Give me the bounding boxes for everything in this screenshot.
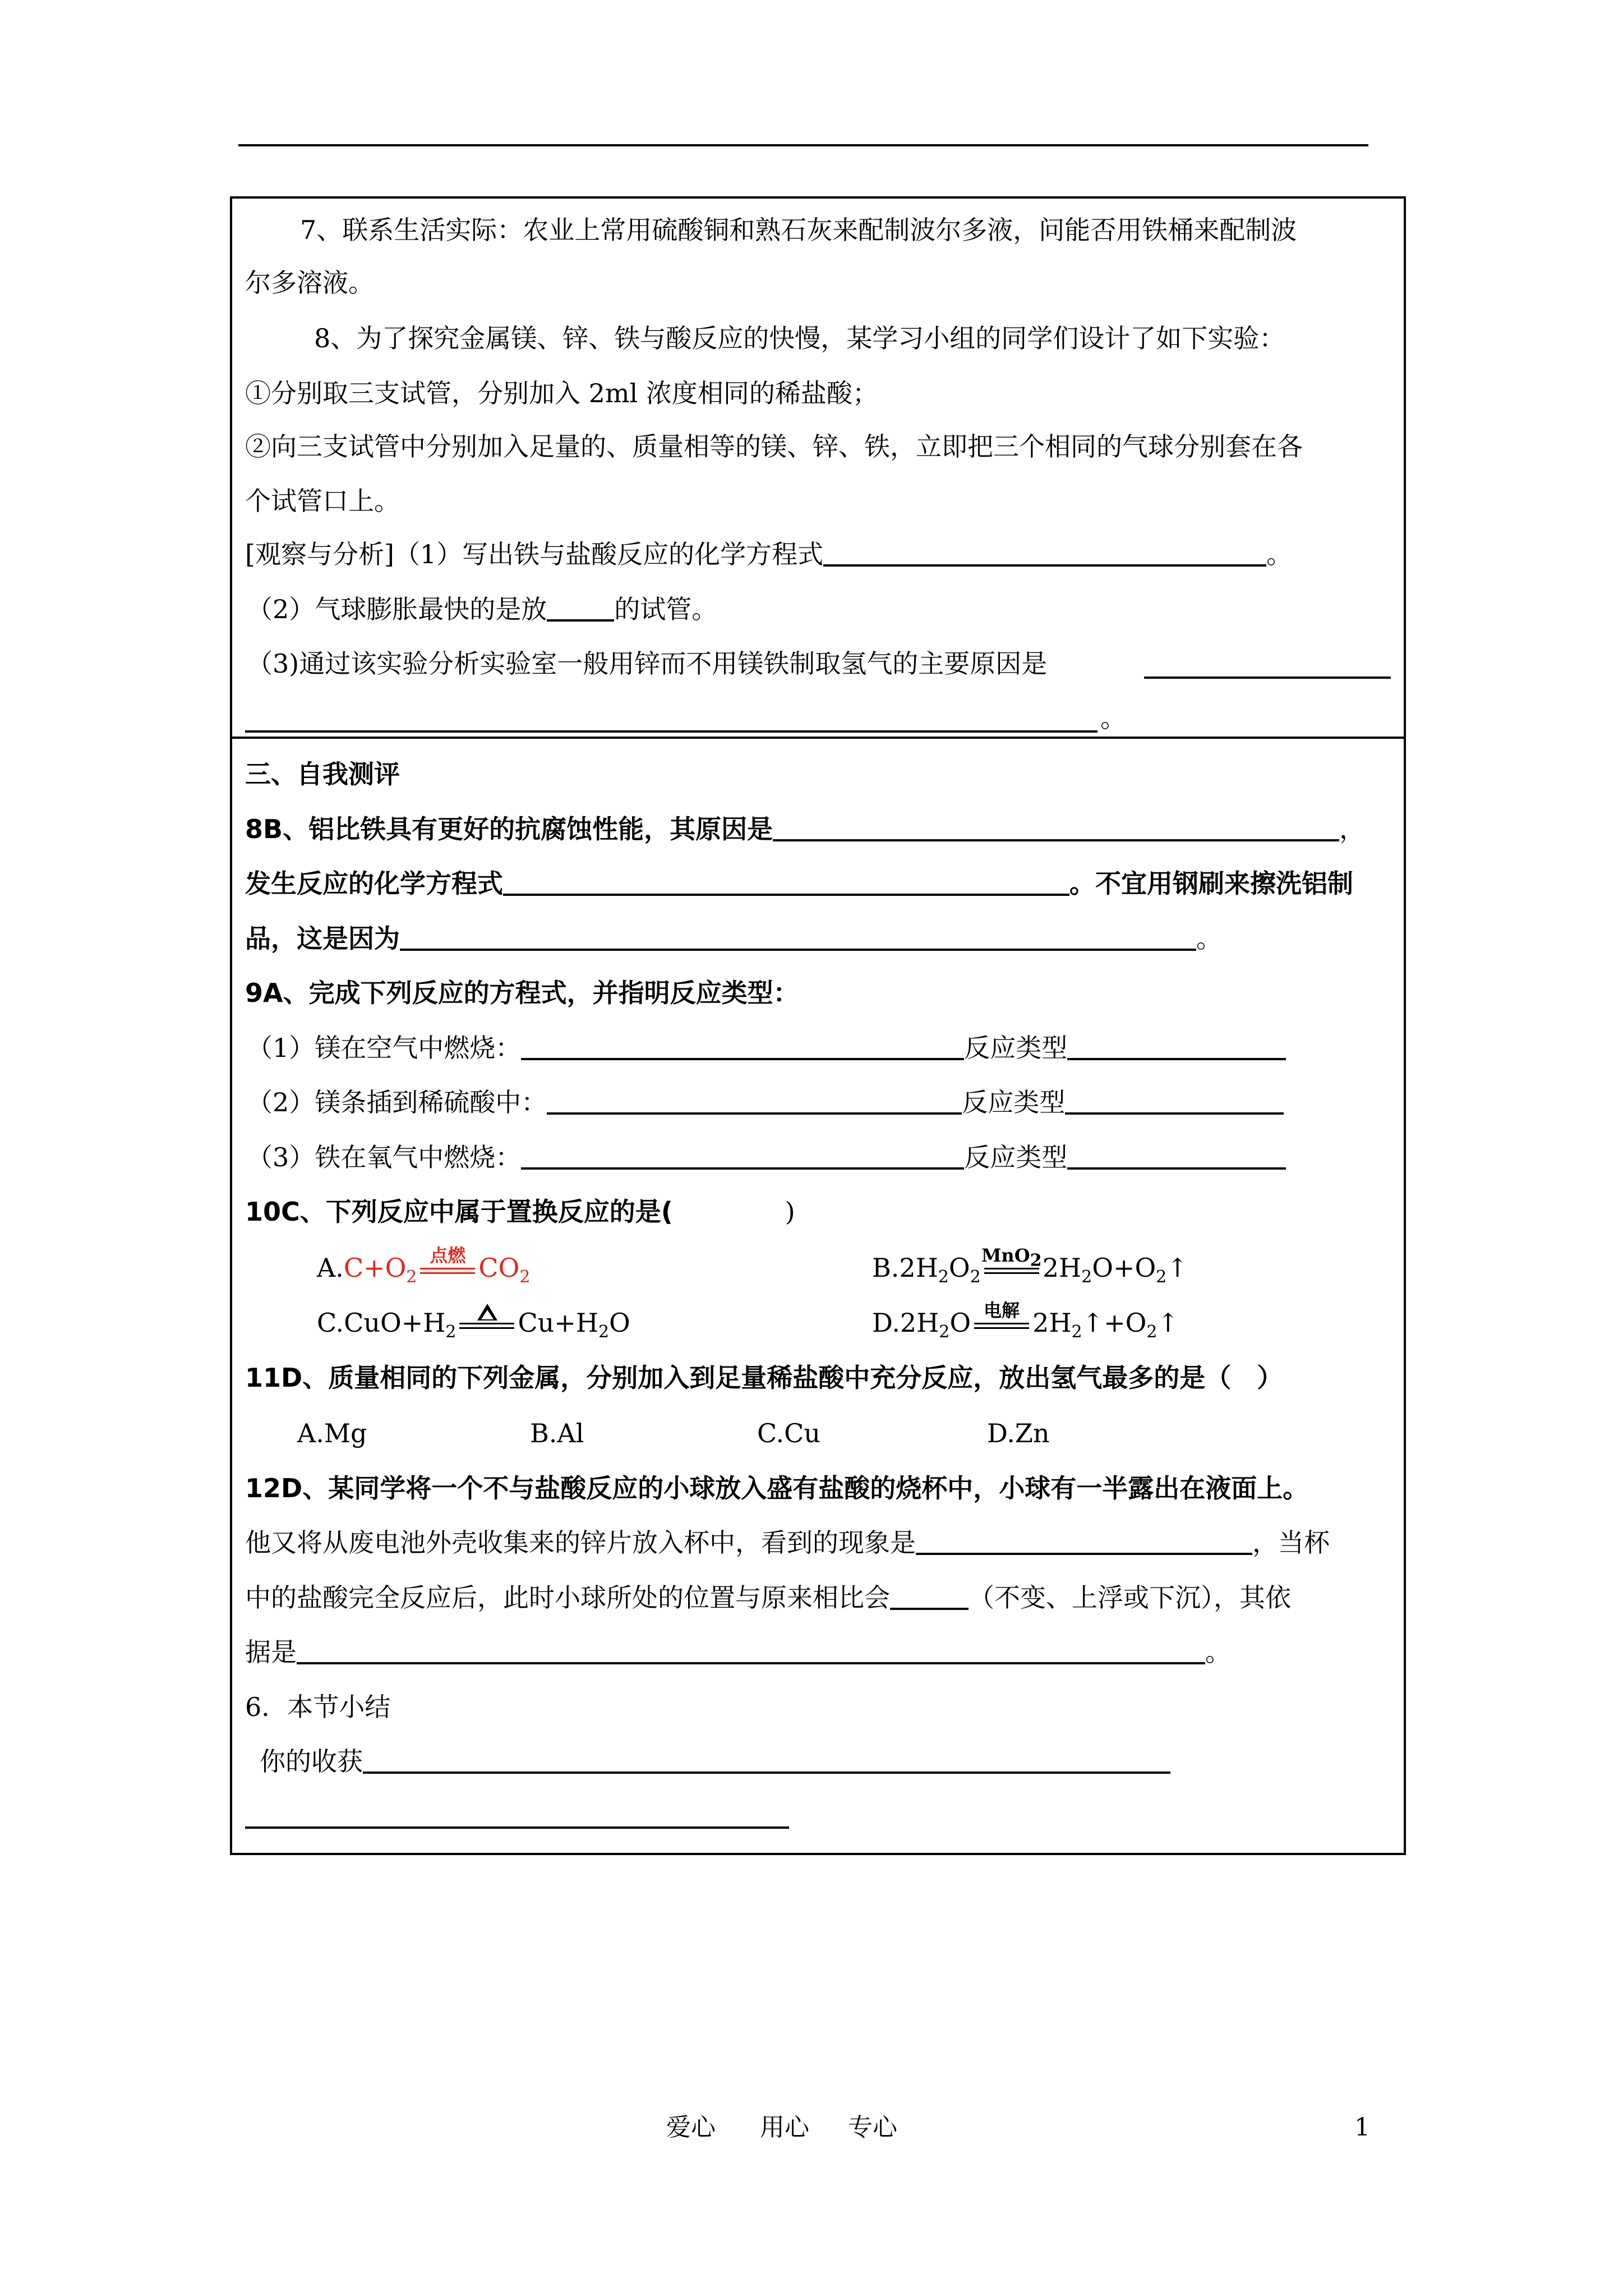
q8-observe-1 bbox=[245, 539, 1292, 570]
q8-observe-1-text: [观察与分析]（1）写出铁与盐酸反应的化学方程式 bbox=[245, 539, 824, 569]
q8b-line2 bbox=[245, 868, 1353, 899]
gas-arrow-icon: ↑ bbox=[1166, 1253, 1188, 1283]
q9-item-1-type-blank[interactable] bbox=[1067, 1032, 1286, 1060]
q11-option-b[interactable]: B.Al bbox=[530, 1418, 584, 1448]
q9-item-1-text: （1）镁在空气中燃烧： bbox=[247, 1033, 522, 1063]
q8-observe-2 bbox=[247, 593, 717, 625]
summary-title: 6．本节小结 bbox=[245, 1692, 391, 1722]
q8-step2-b: 个试管口上。 bbox=[245, 486, 400, 516]
q10-option-d-condition: 电解 bbox=[971, 1307, 1032, 1338]
q10-option-b[interactable]: $B.2H_2O_2$ MnO$_2$ $2H_2O+O_2↑$ bbox=[872, 1245, 1188, 1287]
q10-option-a-rhs: $CO_2$ bbox=[478, 1253, 531, 1287]
q8b-blank-1[interactable] bbox=[773, 813, 1339, 841]
q11d-question: 11D、质量相同的下列金属，分别加入到足量稀盐酸中充分反应，放出氢气最多的是（ ） bbox=[245, 1363, 1283, 1393]
q9a-title: 9A、完成下列反应的方程式，并指明反应类型： bbox=[245, 978, 799, 1008]
q9-item-3-text: （3）铁在氧气中燃烧： bbox=[247, 1142, 522, 1172]
q9-item-2-equation-blank[interactable] bbox=[547, 1087, 962, 1115]
q9-item-2-text: （2）镁条插到稀硫酸中： bbox=[247, 1087, 547, 1117]
q10c-question bbox=[245, 1196, 795, 1227]
q8-observe-1-blank[interactable] bbox=[823, 539, 1266, 567]
q12d-line3: 中的盐酸完全反应后，此时小球所处的位置与原来相比会 （不变、上浮或下沉），其依 bbox=[245, 1582, 1291, 1613]
gas-arrow-icon: ↑ bbox=[1082, 1308, 1104, 1338]
q7-line2: 尔多溶液。 bbox=[245, 268, 374, 298]
summary-gain: 你的收获 bbox=[260, 1746, 1170, 1777]
q10-option-c-condition bbox=[456, 1307, 518, 1338]
q12d-line1: 12D、某同学将一个不与盐酸反应的小球放入盛有盐酸的烧杯中，小球有一半露出在液面上。 bbox=[245, 1473, 1309, 1503]
q8b-blank-3[interactable] bbox=[400, 923, 1196, 951]
q8-intro: 8、为了探究金属镁、锌、铁与酸反应的快慢，某学习小组的同学们设计了如下实验： bbox=[314, 323, 1285, 353]
q8-observe-3-blank-cont[interactable] bbox=[245, 730, 1098, 733]
q8-step1: ①分别取三支试管，分别加入 2ml 浓度相同的稀盐酸； bbox=[245, 378, 878, 408]
header-rule bbox=[238, 144, 1368, 146]
q12d-line2: 他又将从废电池外壳收集来的锌片放入杯中，看到的现象是 ，当杯 bbox=[245, 1527, 1330, 1558]
self-assessment-box bbox=[230, 737, 1406, 1855]
q8-observe-2-blank[interactable] bbox=[547, 593, 614, 622]
q9-item-1-equation-blank[interactable] bbox=[521, 1032, 964, 1060]
q8-observe-3-blank[interactable] bbox=[1144, 677, 1391, 679]
q8b-text-b: 发生反应的化学方程式 bbox=[245, 868, 503, 899]
q10-option-a-lhs: $C+O_2$ bbox=[343, 1253, 417, 1287]
q9-item-3-type-blank[interactable] bbox=[1067, 1142, 1286, 1170]
q9-item-3 bbox=[247, 1142, 1286, 1173]
q8b-comma: ， bbox=[1339, 814, 1366, 844]
q9-item-2-type-blank[interactable] bbox=[1065, 1087, 1284, 1115]
q12d-blank-reason[interactable] bbox=[297, 1636, 1205, 1664]
footer-motto-2: 用心 bbox=[760, 2113, 809, 2142]
q9-item-2 bbox=[247, 1087, 1284, 1118]
q10-option-d[interactable]: $D.2H_2O$ 电解 $2H_2↑+O_2↑$ bbox=[872, 1300, 1179, 1342]
q9-item-1-type-label: 反应类型 bbox=[964, 1033, 1068, 1063]
summary-gain-blank[interactable] bbox=[363, 1746, 1170, 1774]
q10-option-a-condition: 点燃 bbox=[417, 1252, 478, 1283]
summary-gain-blank-cont[interactable] bbox=[245, 1826, 789, 1829]
q8-observe-3: （3)通过该实验分析实验室一般用锌而不用镁铁制取氢气的主要原因是 bbox=[247, 648, 1048, 679]
q9-item-3-type-label: 反应类型 bbox=[964, 1142, 1068, 1172]
q8b-line1 bbox=[245, 813, 1365, 845]
q8-observe-2-text: （2）气球膨胀最快的是放 bbox=[247, 594, 547, 624]
q9-item-2-type-label: 反应类型 bbox=[962, 1087, 1066, 1117]
q8b-line3 bbox=[245, 923, 1222, 954]
q10-option-b-condition: MnO$_2$ bbox=[981, 1252, 1043, 1283]
q10-option-a-label: A. bbox=[317, 1253, 344, 1283]
q7-line1: 7、联系生活实际：农业上常用硫酸铜和熟石灰来配制波尔多液，问能否用铁桶来配制波 bbox=[300, 215, 1297, 245]
q9-item-3-equation-blank[interactable] bbox=[521, 1142, 964, 1170]
q8-step2-a: ②向三支试管中分别加入足量的、质量相等的镁、锌、铁，立即把三个相同的气球分别套在各 bbox=[245, 431, 1303, 462]
q8-observe-2-end: 的试管。 bbox=[614, 594, 718, 624]
q11-option-d[interactable]: D.Zn bbox=[987, 1418, 1050, 1448]
footer-motto-1: 爱心 bbox=[666, 2113, 716, 2142]
q11-option-a[interactable]: A.Mg bbox=[297, 1418, 367, 1448]
q12d-blank-position[interactable] bbox=[890, 1582, 969, 1610]
q12d-blank-phenomenon[interactable] bbox=[916, 1527, 1252, 1555]
q10-option-a[interactable] bbox=[317, 1245, 531, 1287]
q8-observe-1-period: 。 bbox=[1266, 539, 1293, 569]
section3-title: 三、自我测评 bbox=[245, 759, 400, 789]
q11-option-c[interactable]: C.Cu bbox=[757, 1418, 821, 1448]
footer-motto-3: 专心 bbox=[848, 2113, 897, 2142]
q8b-blank-2[interactable] bbox=[503, 868, 1069, 896]
q8-observe-3-period: 。 bbox=[1100, 703, 1126, 733]
q8b-period: 。 bbox=[1196, 923, 1222, 954]
q8b-text-a: 8B、铝比铁具有更好的抗腐蚀性能，其原因是 bbox=[245, 814, 773, 844]
q10c-end: ) bbox=[785, 1197, 795, 1227]
page-number: 1 bbox=[1354, 2113, 1370, 2142]
q10c-text: 10C、下列反应中属于置换反应的是( bbox=[245, 1197, 673, 1227]
q8b-text-c: 。不宜用钢刷来擦洗铝制 bbox=[1069, 868, 1353, 899]
gas-arrow-icon: ↑ bbox=[1157, 1308, 1179, 1338]
q10-option-c[interactable]: $C.CuO+H_2$ $Cu+H_2O$ bbox=[317, 1307, 630, 1338]
q8b-text-d: 品，这是因为 bbox=[245, 923, 400, 954]
q12d-line4: 据是 。 bbox=[245, 1637, 1231, 1667]
q9-item-1 bbox=[247, 1032, 1286, 1064]
